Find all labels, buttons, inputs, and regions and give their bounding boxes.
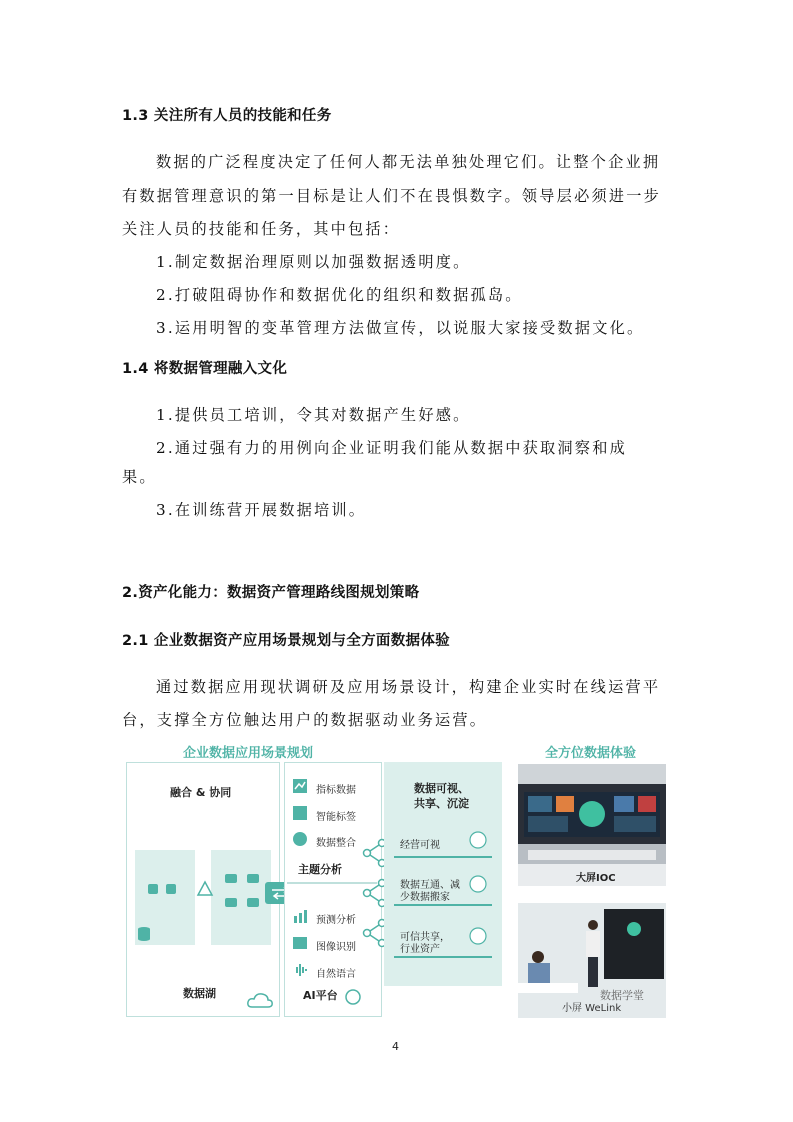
mid-item-integration: 数据整合 xyxy=(316,838,356,849)
tag-icon xyxy=(292,805,308,821)
welink-caption: 小屏 WeLink xyxy=(562,1003,622,1014)
panel-item-3-l2: 行业资产 xyxy=(400,944,440,955)
panel-divider xyxy=(394,856,492,858)
ai-item-image: 图像识别 xyxy=(316,942,356,953)
panel-divider xyxy=(394,956,492,958)
list-item: 1.制定数据治理原则以加强数据透明度。 xyxy=(156,253,471,271)
section-1-4-title: 1.4 将数据管理融入文化 xyxy=(122,361,288,377)
data-application-figure xyxy=(122,738,672,1020)
mid-item-tag: 智能标签 xyxy=(316,812,356,823)
topic-analysis-label: 主题分析 xyxy=(298,863,342,876)
recycle-icon xyxy=(195,880,215,900)
paragraph-line: 关注人员的技能和任务，其中包括： xyxy=(122,220,401,238)
page-number: 4 xyxy=(392,1040,399,1053)
media-icons xyxy=(222,870,264,926)
paragraph-line: 台，支撑全方位触达用户的数据驱动业务运营。 xyxy=(122,711,488,729)
sync-icon xyxy=(468,874,488,894)
cloud-icon xyxy=(246,990,274,1010)
paragraph-line: 通过数据应用现状调研及应用场景设计，构建企业实时在线运营平 xyxy=(156,678,661,696)
ioc-photo xyxy=(518,764,666,886)
welink-photo xyxy=(518,903,666,1018)
ai-head-icon xyxy=(344,988,362,1006)
list-item: 1.提供员工培训，令其对数据产生好感。 xyxy=(156,406,471,424)
paragraph-line: 数据的广泛程度决定了任何人都无法单独处理它们。让整个企业拥 xyxy=(156,153,661,171)
list-item: 3.在训练营开展数据培训。 xyxy=(156,501,367,519)
section-1-3-title: 1.3 关注所有人员的技能和任务 xyxy=(122,108,332,124)
ai-item-forecast: 预测分析 xyxy=(316,915,356,926)
watermark-text: 数据学堂 xyxy=(600,989,644,1002)
share-icon xyxy=(468,926,488,946)
panel-item-3-l1: 可信共享， xyxy=(400,932,450,943)
metric-icon xyxy=(292,778,308,794)
panel-item-2-l2: 少数据搬家 xyxy=(400,892,450,903)
list-item: 2.打破阻碍协作和数据优化的组织和数据孤岛。 xyxy=(156,286,523,304)
figure-right-title: 全方位数据体验 xyxy=(545,746,637,761)
ai-item-nlp: 自然语言 xyxy=(316,969,356,980)
image-recognition-icon xyxy=(292,935,308,951)
panel-head-l1: 数据可视、 xyxy=(414,782,469,795)
panel-item-1-l1: 经营可视 xyxy=(400,840,440,851)
lake-bottom-label: 数据湖 xyxy=(183,987,216,1000)
visual-icon xyxy=(468,830,488,850)
mid-item-metric: 指标数据 xyxy=(316,785,356,796)
lake-top-label: 融合 & 协同 xyxy=(170,786,232,799)
voice-icon xyxy=(292,962,308,978)
ioc-caption: 大屏IOC xyxy=(576,873,616,884)
figure-left-title: 企业数据应用场景规划 xyxy=(183,746,314,761)
ai-platform-label: AI平台 xyxy=(303,989,338,1002)
panel-head-l2: 共享、沉淀 xyxy=(414,797,469,810)
section-2-title: 2.资产化能力：数据资产管理路线图规划策略 xyxy=(122,585,420,601)
list-item: 3.运用明智的变革管理方法做宣传，以说服大家接受数据文化。 xyxy=(156,319,645,337)
list-item-continuation: 果。 xyxy=(122,468,157,486)
database-sync-icon xyxy=(146,882,180,896)
database-icon xyxy=(136,926,152,942)
list-item: 2.通过强有力的用例向企业证明我们能从数据中获取洞察和成 xyxy=(156,439,627,457)
section-2-1-title: 2.1 企业数据资产应用场景规划与全方面数据体验 xyxy=(122,633,450,649)
panel-item-2-l1: 数据互通、减 xyxy=(400,880,460,891)
panel-divider xyxy=(394,904,492,906)
forecast-icon xyxy=(292,908,308,924)
integration-icon xyxy=(292,831,308,847)
paragraph-line: 有数据管理意识的第一目标是让人们不在畏惧数字。领导层必须进一步 xyxy=(122,187,662,205)
